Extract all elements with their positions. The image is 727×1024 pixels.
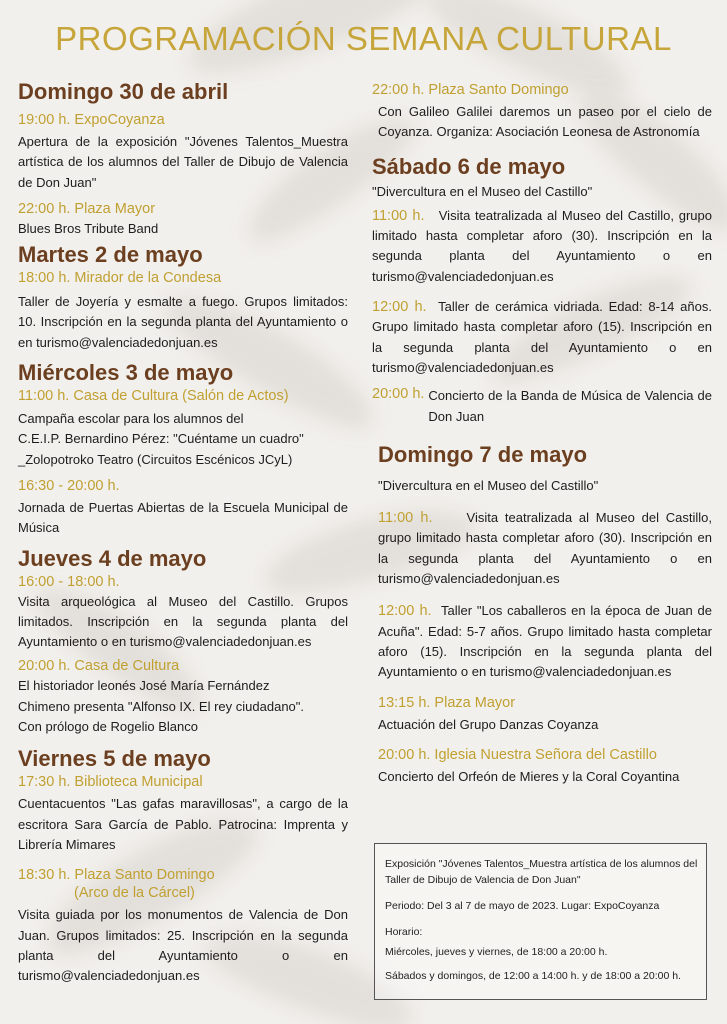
- event-line: El historiador leonés José María Fernández: [18, 678, 270, 694]
- event-description: Cuentacuentos "Las gafas maravillosas", a cargo de la escritora Sara García de Pablo. Patrocina: Imprenta y Librería Mimares: [18, 796, 348, 852]
- event-time: 19:00 h. ExpoCoyanza: [18, 112, 165, 128]
- event-time: 16:30 - 20:00 h.: [18, 477, 120, 494]
- event-time: 12:00 h.: [372, 299, 427, 316]
- event-time-location: (Arco de la Cárcel): [74, 885, 195, 902]
- event-time: 18:30 h. Plaza Santo Domingo: [18, 867, 215, 884]
- event-time: 16:00 - 18:00 h.: [18, 573, 120, 590]
- event-line: Chimeno presenta "Alfonso IX. El rey ciudadano".: [18, 698, 304, 714]
- event-description: Actuación del Grupo Danzas Coyanza: [378, 716, 599, 732]
- event-description: Visita guiada por los monumentos de Valencia de Don Juan. Grupos limitados: 25. Inscripción en la segunda planta del Ayuntamiento o en turismo@valenciadedonjuan.es: [18, 907, 348, 984]
- event-line: _Zolopotroko Teatro (Circuitos Escénicos JCyL): [18, 451, 293, 467]
- event-time: 12:00 h.: [378, 603, 432, 620]
- exhibition-schedule-weekdays: Miércoles, jueves y viernes, de 18:00 a 20:00 h.: [385, 946, 608, 958]
- event-line: Con prólogo de Rogelio Blanco: [18, 719, 198, 735]
- event-description: Taller "Los caballeros en la época de Juan de Acuña". Edad: 5-7 años. Grupo limitado hasta completar aforo (15). Inscripción en la segunda planta del Ayuntamiento o en turismo@valenciadedonjuan.es: [378, 603, 712, 680]
- event-time: 11:00 h. Casa de Cultura (Salón de Actos): [18, 388, 289, 405]
- event-time: 20:00 h. Iglesia Nuestra Señora del Castillo: [378, 746, 657, 763]
- event-time: 18:00 h. Mirador de la Condesa: [18, 270, 222, 287]
- event-description: Concierto del Orfeón de Mieres y la Coral Coyantina: [378, 768, 680, 784]
- event-description: Taller de Joyería y esmalte a fuego. Grupos limitados: 10. Inscripción en la segunda planta del Ayuntamiento o en turismo@valenciadedonjuan.es: [18, 294, 348, 350]
- day-heading: Sábado 6 de mayo: [372, 153, 566, 179]
- event-description: Blues Bros Tribute Band: [18, 220, 159, 236]
- event-description: Con Galileo Galilei daremos un paseo por el cielo de Coyanza. Organiza: Asociación Leonesa de Astronomía: [378, 104, 712, 140]
- exhibition-schedule-weekend: Sábados y domingos, de 12:00 a 14:00 h. y de 18:00 a 20:00 h.: [385, 970, 681, 982]
- day-subtitle: "Divercultura en el Museo del Castillo": [378, 477, 599, 493]
- day-subtitle: "Divercultura en el Museo del Castillo": [372, 183, 593, 199]
- left-column: [18, 78, 348, 986]
- event-time: 13:15 h. Plaza Mayor: [378, 694, 516, 711]
- exhibition-period: Periodo: Del 3 al 7 de mayo de 2023. Lugar: ExpoCoyanza: [385, 900, 660, 912]
- exhibition-title: Exposición "Jóvenes Talentos_Muestra artística de los alumnos del Taller de Dibujo de Valencia de Don Juan": [385, 858, 698, 886]
- event-time: 20:00 h.: [372, 386, 425, 403]
- event-time: 11:00 h.: [372, 207, 425, 224]
- event-description: Jornada de Puertas Abiertas de la Escuela Municipal de Música: [18, 499, 348, 536]
- event-description: Visita teatralizada al Museo del Castillo, grupo limitado hasta completar aforo (30). Inscripción en la segunda planta del Ayuntamiento o en turismo@valenciadedonjuan.es: [372, 207, 712, 284]
- day-heading: Martes 2 de mayo: [18, 242, 203, 268]
- event-line: Campaña escolar para los alumnos del: [18, 411, 244, 427]
- event-time: 22:00 h. Plaza Mayor: [18, 200, 156, 217]
- day-heading: Domingo 30 de abril: [18, 79, 229, 104]
- event-description: Taller de cerámica vidriada. Edad: 8-14 años. Grupo limitado hasta completar aforo (15). Inscripción en la segunda planta del Ayuntamiento o en turismo@valenciadedonjuan.es: [372, 299, 712, 375]
- event-description: Visita arqueológica al Museo del Castillo. Grupos limitados. Inscripción en la segunda planta del Ayuntamiento o en turismo@valenciadedonjuan.es: [18, 593, 348, 650]
- page-title: PROGRAMACIÓN SEMANA CULTURAL: [55, 20, 672, 57]
- day-heading: Jueves 4 de mayo: [18, 545, 207, 571]
- event-description: Visita teatralizada al Museo del Castillo, grupo limitado hasta completar aforo (30). Inscripción en la segunda planta del Ayuntamiento o en turismo@valenciadedonjuan.es: [378, 510, 713, 587]
- event-time: 17:30 h. Biblioteca Municipal: [18, 774, 203, 791]
- day-heading: Viernes 5 de mayo: [18, 746, 211, 772]
- exhibition-info-box: [374, 843, 707, 1000]
- day-heading: Miércoles 3 de mayo: [18, 360, 234, 386]
- day-heading: Domingo 7 de mayo: [378, 441, 588, 467]
- event-row: [372, 386, 712, 427]
- event-time: 22:00 h. Plaza Santo Domingo: [372, 82, 569, 98]
- exhibition-schedule-label: Horario:: [385, 926, 423, 938]
- event-time: 11:00 h.: [378, 510, 433, 527]
- event-description: Concierto de la Banda de Música de Valencia de Don Juan: [428, 388, 712, 424]
- right-column: [372, 80, 712, 787]
- event-line: C.E.I.P. Bernardino Pérez: "Cuéntame un cuadro": [18, 431, 304, 447]
- event-time: 20:00 h. Casa de Cultura: [18, 658, 180, 675]
- event-description: Apertura de la exposición "Jóvenes Talentos_Muestra artística de los alumnos del Taller de Dibujo de Valencia de Don Juan": [18, 134, 348, 190]
